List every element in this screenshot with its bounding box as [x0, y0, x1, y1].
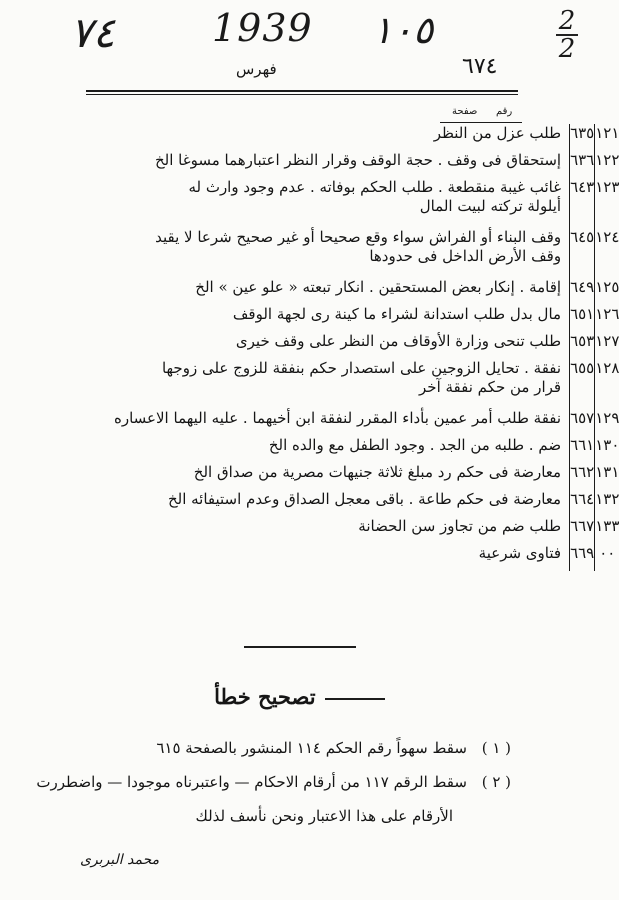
entry-number: ١٢٩	[595, 409, 619, 427]
entry-title-line: ضم . طلبه من الجد . وجود الطفل مع والده الخ	[268, 436, 562, 454]
errata-note-1	[156, 732, 511, 764]
entry-title	[114, 436, 570, 463]
entry-title	[114, 278, 570, 305]
index-row	[114, 178, 619, 228]
entry-title	[114, 409, 570, 436]
entry-title-line: غائب غيبة منقطعة . طلب الحكم بوفاته . عدم وجود وارث له	[188, 178, 562, 196]
entry-page: ٦٦٢	[570, 463, 595, 490]
header-rule-thin	[86, 94, 518, 95]
errata-title-text: تصحيح خطأ	[214, 684, 316, 709]
entry-page: ٦٦٩	[570, 544, 595, 571]
index-row	[114, 151, 619, 178]
entry-title-line: وقف البناء أو الفراش سواء وقع صحيحا أو غير صحيح شرعا لا يقيد	[155, 228, 562, 246]
entry-title	[114, 178, 570, 228]
column-heading-page: صفحة	[452, 106, 478, 117]
title-underline	[325, 698, 385, 700]
entry-title-line: طلب ضم من تجاوز سن الحضانة	[358, 517, 562, 535]
entry-number: ١٢١	[595, 124, 619, 142]
entry-page: ٦٣٥	[570, 124, 595, 151]
entry-title-line: مال بدل طلب استدانة لشراء ما كينة رى لجهة الوقف	[232, 305, 562, 323]
entry-title-line: فتاوى شرعية	[478, 544, 562, 562]
entry-title	[114, 305, 570, 332]
index-row	[114, 305, 619, 332]
entry-page: ٦٦١	[570, 436, 595, 463]
entry-page: ٦٥٣	[570, 332, 595, 359]
entry-page: ٦٥٧	[570, 409, 595, 436]
entry-page: ٦٤٣	[570, 178, 595, 228]
fraction-bottom: 2	[558, 34, 576, 64]
index-row	[114, 359, 619, 409]
index-row	[114, 490, 619, 517]
entry-title-continuation: وقف الأرض الداخل فى حدودها	[369, 247, 562, 265]
signature: محمد البربرى	[80, 852, 160, 868]
index-row	[114, 124, 619, 151]
entry-title-line: إستحقاق فى وقف . حجة الوقف وقرار النظر اعتبارهما مسوغا الخ	[154, 151, 562, 169]
entry-number: ١٢٥	[595, 278, 619, 296]
entry-title-line: إقامة . إنكار بعض المستحقين . انكار تبعته « علو عين » الخ	[195, 278, 562, 296]
fraction-top: 2	[558, 6, 576, 36]
page-title: فهرس	[236, 60, 277, 78]
index-row	[114, 278, 619, 305]
errata-note-2-continued: الأرقام على هذا الاعتبار ونحن نأسف لذلك	[195, 807, 453, 825]
note-number: ( ١ )	[481, 739, 511, 757]
entry-title	[114, 544, 570, 571]
entry-title	[114, 463, 570, 490]
entry-number: ١٢٦	[595, 305, 619, 323]
note-text: سقط الرقم ١١٧ من أرقام الاحكام — واعتبرناه موجودا — واضطررت	[36, 773, 467, 791]
entry-number: ١٢٨	[595, 359, 619, 377]
entry-number: ١٣٠	[595, 436, 619, 454]
entry-page: ٦٤٩	[570, 278, 595, 305]
entry-title	[114, 517, 570, 544]
entry-page: ٦٣٦	[570, 151, 595, 178]
entry-title	[114, 332, 570, 359]
entry-number: ١٣١	[595, 463, 619, 481]
entry-title-continuation: قرار من حكم نفقة آخر	[419, 378, 562, 396]
entry-number: ١٣٢	[595, 490, 619, 508]
column-heading-rule	[440, 122, 522, 123]
index-row	[114, 228, 619, 278]
note-text: سقط سهواً رقم الحكم ١١٤ المنشور بالصفحة ٦١٥	[156, 739, 467, 757]
entry-title-line: معارضة فى حكم طاعة . باقى معجل الصداق وعدم استيفائه الخ	[167, 490, 562, 508]
index-row	[114, 332, 619, 359]
entry-number: ١٢٤	[595, 228, 619, 246]
errata-note-2	[36, 766, 511, 798]
handwritten-number: ٧٤	[70, 8, 116, 57]
handwritten-fraction	[556, 6, 578, 64]
entry-title-line: طلب عزل من النظر	[433, 124, 562, 142]
entry-page: ٦٥١	[570, 305, 595, 332]
entry-number: ١٣٣	[595, 517, 619, 535]
index-row	[114, 517, 619, 544]
index-row	[114, 463, 619, 490]
entry-title	[114, 490, 570, 517]
index-row	[114, 544, 619, 571]
entry-title	[114, 124, 570, 151]
section-divider	[244, 646, 356, 648]
handwritten-year: 1939	[212, 6, 313, 50]
errata-title	[0, 684, 601, 709]
entry-title	[114, 359, 570, 409]
entry-page: ٦٤٥	[570, 228, 595, 278]
entry-number: ١٢٣	[595, 178, 619, 196]
entry-number: ١٢٧	[595, 332, 619, 350]
index-row	[114, 436, 619, 463]
entry-title	[114, 228, 570, 278]
column-heading-number: رقم	[496, 106, 513, 117]
entry-title-line: طلب تنحى وزارة الأوقاف من النظر على وقف خيرى	[235, 332, 562, 350]
entry-page: ٦٥٥	[570, 359, 595, 409]
entry-title	[114, 151, 570, 178]
note-number: ( ٢ )	[481, 773, 511, 791]
page-number: ٦٧٤	[462, 54, 498, 79]
entry-title-line: معارضة فى حكم رد مبلغ ثلاثة جنيهات مصرية من صداق الخ	[193, 463, 562, 481]
handwritten-volume: ١٠٥	[372, 8, 434, 52]
entry-title-continuation: أيلولة تركته لبيت المال	[419, 197, 562, 215]
entry-title-line: نفقة طلب أمر عمين بأداء المقرر لنفقة ابن أخيهما . عليه اليهما الاعساره	[114, 409, 562, 427]
entry-page: ٦٦٤	[570, 490, 595, 517]
index-row	[114, 409, 619, 436]
entry-page: ٦٦٧	[570, 517, 595, 544]
index-table	[114, 124, 619, 571]
entry-number: ٠٠	[599, 544, 616, 562]
entry-title-line: نفقة . تحايل الزوجين على استصدار حكم بنفقة للزوج على زوجها	[161, 359, 562, 377]
entry-number: ١٢٢	[595, 151, 619, 169]
header-rule	[86, 90, 518, 92]
